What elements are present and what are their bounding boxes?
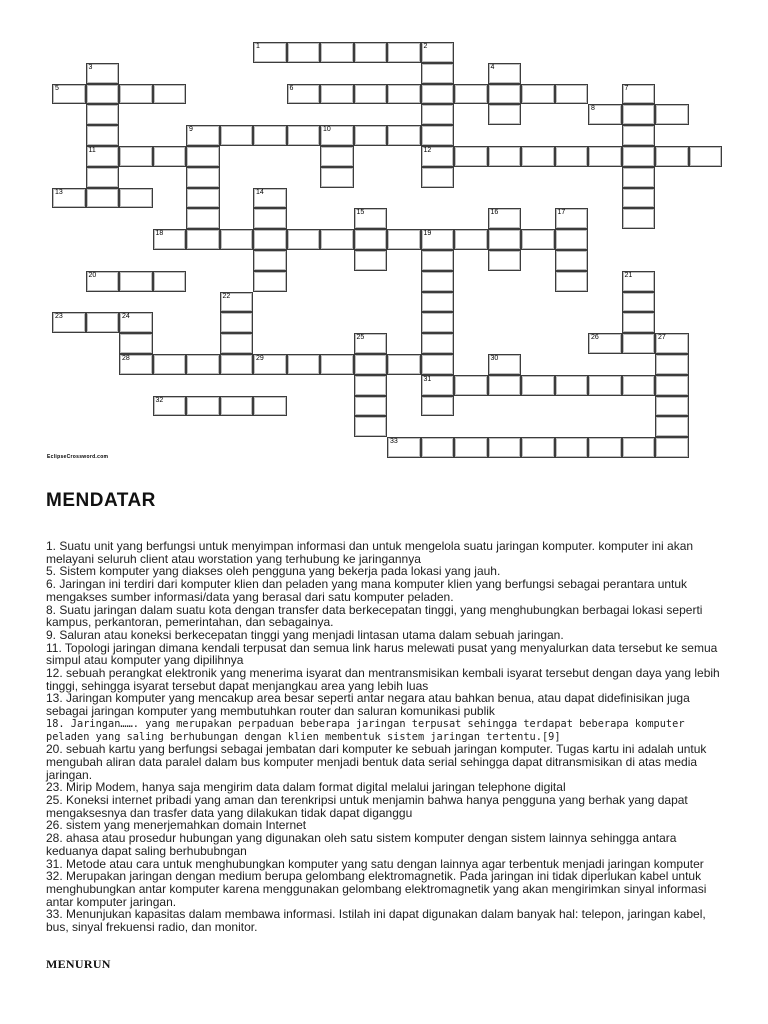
clue-item: 32. Merupakan jaringan dengan medium berupa gelombang elektromagnetik. Pada jaringan ini tidak diperlukan kabel untuk menghubungkan antar komputer karena menggunakan gelombang elektromagnetik yang akan mengirimkan sinyal informasi antar komputer jaringan. <box>46 869 707 909</box>
grid-cell[interactable] <box>454 437 488 458</box>
clue-number: 21 <box>624 271 633 279</box>
grid-cell[interactable] <box>387 354 421 375</box>
grid-cell[interactable] <box>655 333 689 354</box>
grid-cell[interactable] <box>186 125 220 146</box>
grid-cell[interactable] <box>387 42 421 63</box>
clue-number: 5 <box>55 84 59 92</box>
grid-cell[interactable] <box>622 292 656 313</box>
grid-cell[interactable] <box>622 375 656 396</box>
clue-number: 10 <box>323 126 331 134</box>
grid-cell[interactable] <box>488 437 522 458</box>
grid-cell[interactable] <box>253 250 287 271</box>
grid-cell[interactable] <box>253 208 287 229</box>
clue-number: 31 <box>423 375 432 383</box>
grid-cell[interactable] <box>555 375 589 396</box>
grid-cell[interactable] <box>421 437 455 458</box>
grid-cell[interactable] <box>287 354 321 375</box>
grid-cell[interactable] <box>354 229 388 250</box>
clue-item: 5. Sistem komputer yang diakses oleh pengguna yang bekerja pada lokasi yang jauh. <box>46 564 501 579</box>
clue-number: 1 <box>256 43 260 50</box>
grid-cell[interactable] <box>421 42 455 63</box>
grid-cell[interactable] <box>622 188 656 209</box>
grid-cell[interactable] <box>421 292 455 313</box>
clue-item: 20. sebuah kartu yang berfungsi sebagai jembatan dari komputer ke sebuah jaringan komputer. Tugas kartu ini adalah untuk mengubah aliran data paralel dalam bus komputer menjadi bentuk data serial sehingga dapat ditransmisikan di atas media jaringan. <box>46 742 707 782</box>
grid-cell[interactable] <box>521 229 555 250</box>
clue-number: 26 <box>591 334 599 342</box>
grid-cell[interactable] <box>622 167 656 188</box>
clue-number: 33 <box>390 438 398 446</box>
clue-item: 9. Saluran atau koneksi berkecepatan tinggi yang menjadi lintasan utama dalam sebuah jaringan. <box>46 627 564 642</box>
grid-cell[interactable] <box>421 104 455 125</box>
clue-item: 26. sistem yang menerjemahkan domain Internet <box>46 818 307 833</box>
grid-cell[interactable] <box>421 63 455 84</box>
grid-cell[interactable] <box>186 396 220 417</box>
grid-cell[interactable] <box>622 84 656 105</box>
grid-cell[interactable] <box>488 208 522 229</box>
grid-cell[interactable] <box>588 333 622 354</box>
clue-number: 20 <box>88 271 97 279</box>
grid-cell[interactable] <box>119 188 153 209</box>
clue-number: 23 <box>55 313 63 321</box>
grid-cell[interactable] <box>354 125 388 146</box>
grid-cell[interactable] <box>622 208 656 229</box>
grid-cell[interactable] <box>488 146 522 167</box>
grid-cell[interactable] <box>320 84 354 105</box>
grid-cell[interactable] <box>454 229 488 250</box>
grid-cell[interactable] <box>119 271 153 292</box>
clue-item: 11. Topologi jaringan dimana kendali terpusat dan semua link harus melewati pusat yang menyalurkan data tersebut ke semua simpul atau komputer yang dipilihnya <box>46 640 718 668</box>
grid-cell[interactable] <box>320 125 354 146</box>
grid-cell[interactable] <box>421 229 455 250</box>
grid-cell[interactable] <box>488 250 522 271</box>
across-heading: MENDATAR <box>46 490 156 511</box>
grid-cell[interactable] <box>186 354 220 375</box>
clue-number: 32 <box>155 396 164 404</box>
grid-cell[interactable] <box>521 146 555 167</box>
grid-cell[interactable] <box>220 229 254 250</box>
crossword-grid <box>0 0 768 470</box>
grid-cell[interactable] <box>555 250 589 271</box>
clue-item: 6. Jaringan ini terdiri dari komputer klien dan peladen yang mana komputer klien yang berfungsi sebagai perantara untuk mengakses sumber informasi/data yang berasal dari satu komputer peladen. <box>46 577 688 604</box>
clue-number: 13 <box>55 188 63 196</box>
grid-cell[interactable] <box>119 333 153 354</box>
grid-cell[interactable] <box>488 375 522 396</box>
grid-cell[interactable] <box>421 84 455 105</box>
grid-cell[interactable] <box>186 146 220 167</box>
grid-cell[interactable] <box>287 84 321 105</box>
grid-cell[interactable] <box>86 146 120 167</box>
grid-cell[interactable] <box>153 396 187 417</box>
grid-cell[interactable] <box>220 396 254 417</box>
grid-cell[interactable] <box>421 146 455 167</box>
grid-cell[interactable] <box>354 416 388 437</box>
grid-cell[interactable] <box>555 208 589 229</box>
clue-number: 15 <box>356 209 365 217</box>
grid-cell[interactable] <box>655 416 689 437</box>
clue-number: 16 <box>490 209 499 217</box>
grid-cell[interactable] <box>153 146 187 167</box>
grid-cell[interactable] <box>354 84 388 105</box>
grid-cell[interactable] <box>253 229 287 250</box>
grid-cell[interactable] <box>52 188 86 209</box>
clue-number: 18 <box>155 230 164 238</box>
grid-cell[interactable] <box>86 104 120 125</box>
grid-cell[interactable] <box>488 84 522 105</box>
grid-cell[interactable] <box>220 312 254 333</box>
clue-number: 9 <box>189 126 193 134</box>
grid-cell[interactable] <box>521 375 555 396</box>
grid-cell[interactable] <box>119 312 153 333</box>
grid-cell[interactable] <box>521 84 555 105</box>
grid-cell[interactable] <box>186 188 220 209</box>
grid-cell[interactable] <box>454 84 488 105</box>
grid-cell[interactable] <box>555 146 589 167</box>
clue-number: 29 <box>256 355 264 362</box>
grid-cell[interactable] <box>655 437 689 458</box>
grid-cell[interactable] <box>387 437 421 458</box>
grid-cell[interactable] <box>421 250 455 271</box>
clue-item: 12. sebuah perangkat elektronik yang menerima isyarat dan mentransmisikan kembali isyarat tersebut dengan daya yang lebih tinggi, sehingga isyarat tersebut dapat menjangkau area yang lebih luas <box>46 666 720 693</box>
grid-cell[interactable] <box>153 271 187 292</box>
grid-cell[interactable] <box>86 63 120 84</box>
down-heading: MENURUN <box>46 957 111 971</box>
grid-cell[interactable] <box>253 354 287 375</box>
grid-cell[interactable] <box>421 354 455 375</box>
grid-cell[interactable] <box>454 375 488 396</box>
grid-cell[interactable] <box>655 146 689 167</box>
grid-cell[interactable] <box>354 333 388 354</box>
grid-cell[interactable] <box>287 125 321 146</box>
grid-cell[interactable] <box>320 42 354 63</box>
clue-item: 28. ahasa atau prosedur hubungan yang digunakan oleh satu sistem komputer dengan sistem lainnya sehingga antara keduanya dapat saling berhububngan <box>46 831 677 858</box>
grid-cell[interactable] <box>287 42 321 63</box>
grid-cell[interactable] <box>354 250 388 271</box>
grid-cell[interactable] <box>320 354 354 375</box>
clue-item: 33. Menunjukan kapasitas dalam membawa informasi. Istilah ini dapat digunakan dalam banyak hal: telepon, jaringan kabel, bus, sinyal frekuensi radio, dan monitor. <box>46 907 706 935</box>
grid-cell[interactable] <box>488 104 522 125</box>
grid-cell[interactable] <box>220 125 254 146</box>
grid-cell[interactable] <box>354 396 388 417</box>
grid-cell[interactable] <box>320 229 354 250</box>
grid-cell[interactable] <box>421 271 455 292</box>
clue-number: 4 <box>490 63 495 71</box>
clue-item: 23. Mirip Modem, hanya saja mengirim data dalam format digital melalui jaringan telephone digital <box>46 780 566 795</box>
across-clue-list <box>46 540 726 934</box>
grid-cell[interactable] <box>588 375 622 396</box>
grid-cell[interactable] <box>488 354 522 375</box>
grid-cell[interactable] <box>220 292 254 313</box>
grid-cell[interactable] <box>119 84 153 105</box>
grid-cell[interactable] <box>387 125 421 146</box>
clue-number: 6 <box>289 84 294 92</box>
clue-number: 3 <box>88 63 93 71</box>
grid-cell[interactable] <box>186 167 220 188</box>
grid-cell[interactable] <box>488 63 522 84</box>
grid-cell[interactable] <box>387 84 421 105</box>
grid-cell[interactable] <box>320 146 354 167</box>
grid-cell[interactable] <box>622 333 656 354</box>
clue-number: 28 <box>122 355 130 362</box>
clue-number: 12 <box>423 147 432 154</box>
grid-cell[interactable] <box>287 229 321 250</box>
grid-cell[interactable] <box>622 146 656 167</box>
grid-cell[interactable] <box>86 84 120 105</box>
grid-cell[interactable] <box>86 188 120 209</box>
clue-number: 22 <box>222 292 231 300</box>
grid-cell[interactable] <box>421 333 455 354</box>
grid-cell[interactable] <box>52 84 86 105</box>
grid-cell[interactable] <box>655 396 689 417</box>
grid-cell[interactable] <box>354 354 388 375</box>
grid-cell[interactable] <box>354 375 388 396</box>
grid-cell[interactable] <box>555 84 589 105</box>
grid-cell[interactable] <box>153 354 187 375</box>
grid-cell[interactable] <box>253 271 287 292</box>
clue-number: 11 <box>88 147 96 154</box>
grid-cell[interactable] <box>655 104 689 125</box>
grid-cell[interactable] <box>555 437 589 458</box>
clue-item: 1. Suatu unit yang berfungsi untuk menyimpan informasi dan untuk mengelola suatu jaringan komputer. komputer ini akan melayani seluruh client atau worstation yang terhubung ke jaringannya <box>46 539 694 566</box>
grid-cell[interactable] <box>253 188 287 209</box>
grid-cell[interactable] <box>421 396 455 417</box>
grid-cell[interactable] <box>655 375 689 396</box>
grid-cell[interactable] <box>354 208 388 229</box>
grid-cell[interactable] <box>186 208 220 229</box>
grid-cell[interactable] <box>588 437 622 458</box>
grid-cell[interactable] <box>521 437 555 458</box>
grid-cell[interactable] <box>253 396 287 417</box>
clue-number: 19 <box>423 230 432 238</box>
grid-cell[interactable] <box>421 375 455 396</box>
grid-cell[interactable] <box>588 104 622 125</box>
clue-number: 27 <box>658 334 666 342</box>
grid-cell[interactable] <box>320 167 354 188</box>
grid-cell[interactable] <box>555 229 589 250</box>
grid-cell[interactable] <box>153 84 187 105</box>
grid-cell[interactable] <box>253 125 287 146</box>
grid-cell[interactable] <box>86 312 120 333</box>
clue-item: 18. Jaringan……. yang merupakan perpaduan beberapa jaringan terpusat sehingga terdapat beberapa komputer peladen yang saling berhubungan dengan klien membentuk sistem jaringan tertentu.[9] <box>46 717 685 743</box>
grid-cell[interactable] <box>588 146 622 167</box>
grid-cell[interactable] <box>253 42 287 63</box>
grid-cell[interactable] <box>622 104 656 125</box>
grid-cell[interactable] <box>86 271 120 292</box>
clue-number: 2 <box>423 43 428 50</box>
grid-cell[interactable] <box>622 125 656 146</box>
grid-cell[interactable] <box>454 146 488 167</box>
clue-number: 14 <box>256 188 264 196</box>
grid-cell[interactable] <box>220 333 254 354</box>
grid-cell[interactable] <box>555 271 589 292</box>
clue-item: 31. Metode atau cara untuk menghubungkan komputer yang satu dengan lainnya agar terbentuk menjadi jaringan komputer <box>46 856 704 871</box>
grid-cell[interactable] <box>622 312 656 333</box>
grid-cell[interactable] <box>421 312 455 333</box>
clue-item: 13. Jaringan komputer yang mencakup area besar seperti antar negara atau bahkan benua, atau dapat didefinisikan juga sebagai jaringan komputer yang membutuhkan router dan saluran komunikasi publik <box>46 691 690 719</box>
clue-number: 8 <box>591 105 595 113</box>
grid-cell[interactable] <box>689 146 723 167</box>
grid-cell[interactable] <box>119 354 153 375</box>
clue-number: 17 <box>557 209 566 217</box>
clue-item: 25. Koneksi internet pribadi yang aman dan terenkripsi untuk menjamin bahwa hanya pengguna yang berhak yang dapat mengaksesnya dan trasfer data yang dilakukan tidak dapat diganggu <box>46 793 688 820</box>
puzzle-credit: EclipseCrossword.com <box>47 454 109 460</box>
grid-cell[interactable] <box>86 125 120 146</box>
grid-cell[interactable] <box>119 146 153 167</box>
clue-number: 30 <box>490 355 499 362</box>
grid-cell[interactable] <box>488 229 522 250</box>
grid-cell[interactable] <box>655 354 689 375</box>
grid-cell[interactable] <box>220 354 254 375</box>
clue-number: 24 <box>122 313 130 321</box>
grid-cell[interactable] <box>622 271 656 292</box>
grid-cell[interactable] <box>354 42 388 63</box>
grid-cell[interactable] <box>86 167 120 188</box>
clue-number: 7 <box>624 84 629 92</box>
clue-number: 25 <box>356 334 365 342</box>
clue-item: 8. Suatu jaringan dalam suatu kota dengan transfer data berkecepatan tinggi, yang menghubungkan berbagai lokasi seperti kampus, perkantoran, pemerintahan, dan sebagainya. <box>46 602 703 630</box>
grid-cell[interactable] <box>387 229 421 250</box>
grid-cell[interactable] <box>186 229 220 250</box>
grid-cell[interactable] <box>52 312 86 333</box>
grid-cell[interactable] <box>622 437 656 458</box>
grid-cell[interactable] <box>421 167 455 188</box>
grid-cell[interactable] <box>421 125 455 146</box>
grid-cell[interactable] <box>153 229 187 250</box>
